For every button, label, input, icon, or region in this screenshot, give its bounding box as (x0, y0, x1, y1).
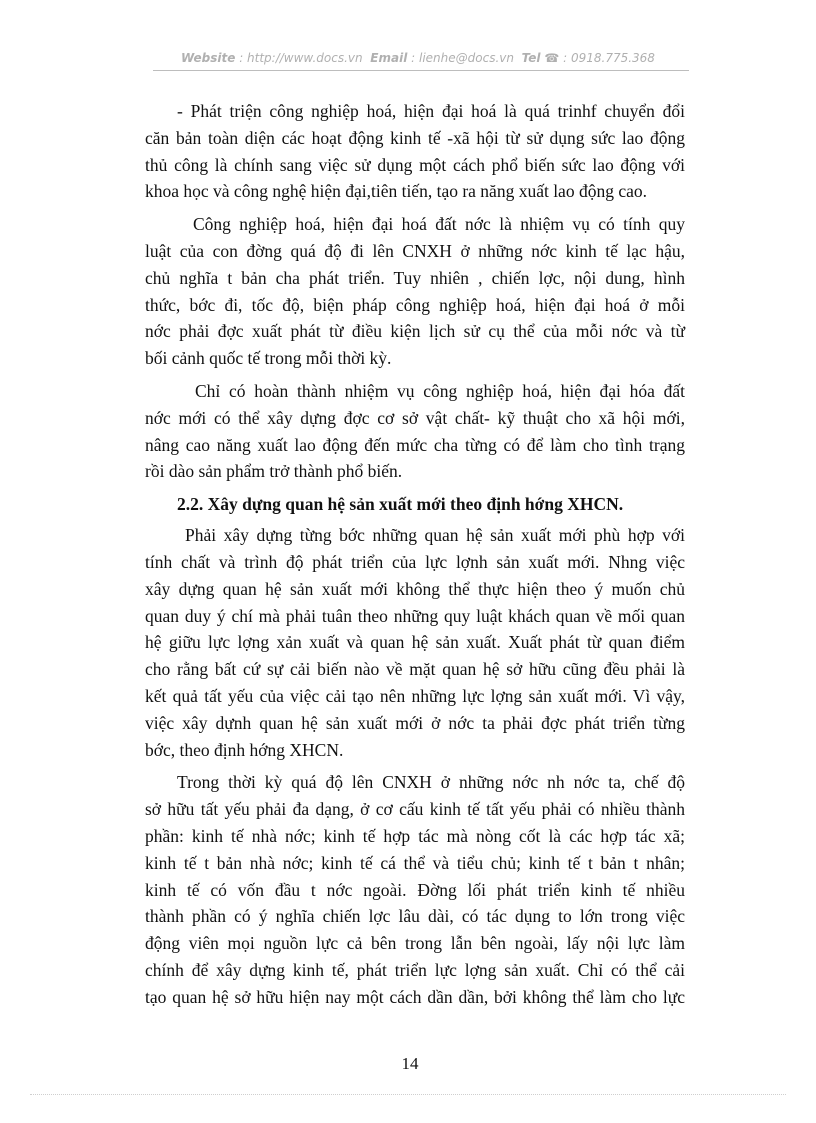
text-line: bối cảnh quốc tế trong mỗi thời kỳ. (145, 348, 392, 369)
document-body (145, 98, 685, 1017)
text-line: kết quả tất yếu của việc cải tạo nên những lực lợng sản xuất mới. Vì vậy, (145, 685, 685, 706)
text-line: kinh tế có vốn đầu t nớc ngoài. Đờng lối phát triển kinh tế nhiều (145, 879, 685, 900)
email-value: : lienhe@docs.vn (411, 51, 514, 65)
text-line: Chỉ có hoàn thành nhiệm vụ công nghiệp hoá, hiện đại hóa đất (195, 380, 685, 401)
paragraph-4 (145, 522, 685, 763)
paragraph-2 (145, 211, 685, 372)
text-line: nớc phải đợc xuất phát từ điều kiện lịch sử cụ thể của mỗi nớc và từ (145, 321, 685, 342)
text-line: tính chất và trình độ phát triển của lực lợnh sản xuất mới. Nhng việc (145, 551, 685, 572)
text-line: - Phát triện công nghiệp hoá, hiện đại hoá là quá trinhf chuyển đổi (177, 101, 685, 121)
section-heading: 2.2. Xây dựng quan hệ sản xuất mới theo định hớng XHCN. (177, 494, 624, 515)
text-line: động viên mọi nguồn lực cả bên trong lẫn bên ngoài, lấy nội lực làm (145, 933, 685, 954)
text-line: phần: kinh tế nhà nớc; kinh tế hợp tác mà nòng cốt là các hợp tác xã; (145, 825, 685, 846)
website-value: : http://www.docs.vn (239, 51, 363, 65)
text-line: bớc, theo định hớng XHCN. (145, 739, 344, 760)
text-line: thức, bớc đi, tốc độ, biện pháp công nghiệp hoá, hiện đại hoá ở mỗi (145, 294, 685, 315)
text-line: Phải xây dựng từng bớc những quan hệ sản xuất mới phù hợp với (185, 525, 685, 546)
text-line: Công nghiệp hoá, hiện đại hoá đất nớc là nhiệm vụ có tính quy (193, 214, 685, 235)
text-line: căn bản toàn diện các hoạt động kinh tế -xã hội từ sử dụng sức lao động (145, 127, 685, 148)
text-line: chính để xây dựng kinh tế, phát triển lực lợng sản xuất. Chỉ có thể cải (145, 959, 685, 980)
email-label: Email (370, 51, 408, 65)
text-line: Trong thời kỳ quá độ lên CNXH ở những nớc nh nớc ta, chế độ (177, 772, 685, 793)
text-line: nâng cao năng xuất lao động đến mức cha từng có để làm cho tình trạng (145, 434, 685, 455)
text-line: tạo quan hệ sở hữu hiện nay một cách dần dần, bởi không thể làm cho lực (145, 986, 685, 1007)
text-line: nớc mới có thể xây dựng đợc cơ sở vật chất- kỹ thuật cho xã hội mới, (145, 407, 685, 428)
page-number: 14 (401, 1054, 419, 1073)
text-line: thành phần có ý nghĩa chiến lợc lâu dài, có tác dụng to lớn trong việc (145, 906, 685, 927)
text-line: hệ giữu lực lợng xản xuất và quan hệ sản xuất. Xuất phát từ quan điểm (145, 632, 685, 653)
header-divider (153, 70, 689, 71)
text-line: sở hữu tất yếu phải đa dạng, ở cơ cấu kinh tế tất yếu phải có nhiều thành (145, 799, 685, 820)
text-line: việc xây dựnh quan hệ sản xuất mới ở nớc ta phải đợc phát triển từng (145, 712, 685, 733)
text-line: rồi dào sản phẩm trở thành phổ biến. (145, 461, 403, 482)
text-line: thủ công là chính sang việc sử dụng một cách phổ biến sức lao động với (145, 154, 685, 175)
text-line: khoa học và công nghệ hiện đại,tiên tiến, tạo ra năng xuất lao động cao. (145, 181, 647, 202)
text-line: quan duy ý chí mà phải tuân theo những quy luật khách quan về mối quan (145, 605, 685, 626)
tel-value: ☎ : 0918.775.368 (544, 51, 655, 65)
text-line: cho rằng bất cứ sự cải biến nào về mặt quan hệ sở hữu cũng đều phải là (145, 659, 685, 680)
paragraph-3 (145, 378, 685, 485)
page-header (158, 50, 678, 66)
text-line: xây dựng quan hệ sản xuất mới không thể thực hiện theo ý muốn chủ (145, 578, 685, 599)
text-line: kinh tế t bản nhà nớc; kinh tế cá thể và tiểu chủ; kinh tế t bản t nhân; (145, 852, 685, 873)
text-line: luật của con đờng quá độ đi lên CNXH ở những nớc kinh tế lạc hậu, (145, 240, 685, 261)
paragraph-1 (145, 98, 685, 205)
tel-label: Tel (521, 51, 541, 65)
footer-divider (30, 1094, 786, 1095)
text-line: chủ nghĩa t bản cha phát triển. Tuy nhiên , chiến lợc, nội dung, hình (145, 267, 685, 288)
paragraph-5 (145, 769, 685, 1010)
website-label: Website (181, 51, 236, 65)
